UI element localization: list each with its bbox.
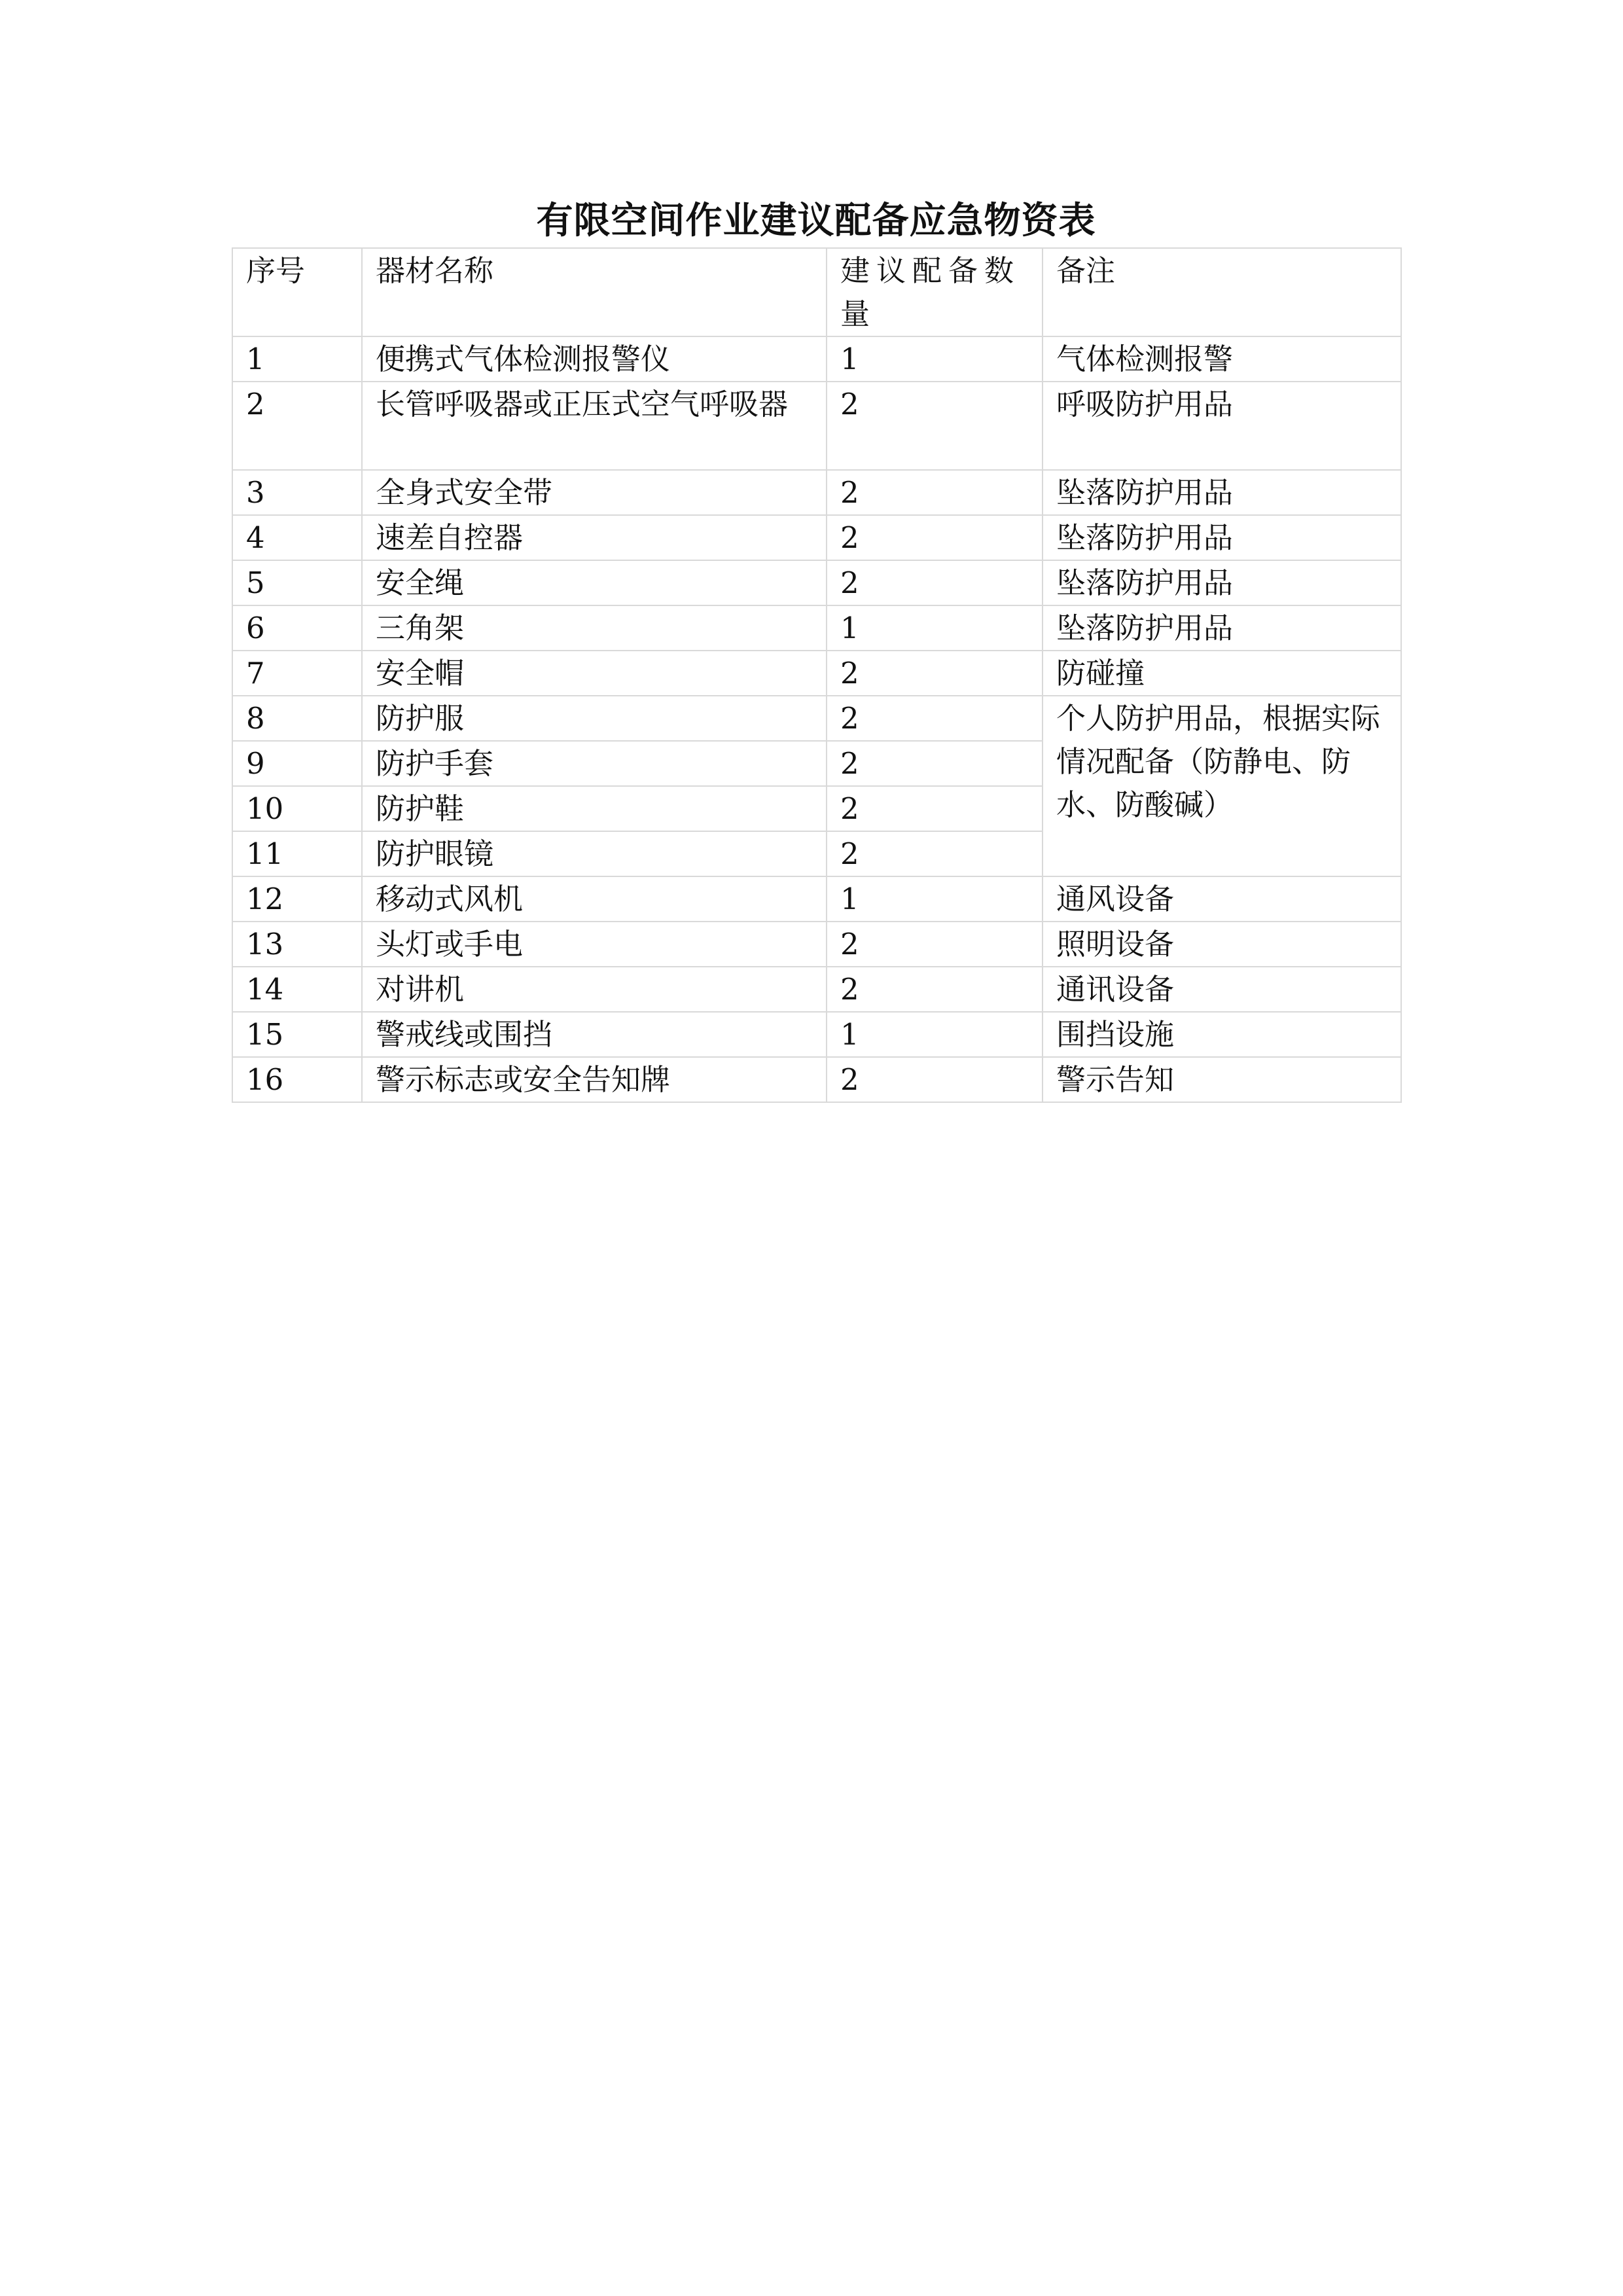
row-note: 坠落防护用品 — [1043, 560, 1401, 605]
row-name: 移动式风机 — [362, 876, 827, 922]
row-qty: 2 — [827, 696, 1043, 741]
header-qty: 建议配备数量 — [827, 248, 1043, 336]
row-qty: 2 — [827, 651, 1043, 696]
row-name: 便携式气体检测报警仪 — [362, 336, 827, 382]
row-note: 照明设备 — [1043, 922, 1401, 967]
row-name: 安全帽 — [362, 651, 827, 696]
row-no: 14 — [232, 967, 362, 1012]
row-note: 防碰撞 — [1043, 651, 1401, 696]
row-name: 警戒线或围挡 — [362, 1012, 827, 1057]
row-no: 3 — [232, 470, 362, 515]
header-no: 序号 — [232, 248, 362, 336]
row-qty: 1 — [827, 876, 1043, 922]
row-note-merged: 个人防护用品，根据实际情况配备（防静电、防水、防酸碱） — [1043, 696, 1401, 876]
row-name: 防护眼镜 — [362, 831, 827, 876]
row-qty: 2 — [827, 382, 1043, 470]
row-qty: 2 — [827, 922, 1043, 967]
row-note: 呼吸防护用品 — [1043, 382, 1401, 470]
row-no: 2 — [232, 382, 362, 470]
row-no: 8 — [232, 696, 362, 741]
row-name: 防护鞋 — [362, 786, 827, 831]
row-name: 对讲机 — [362, 967, 827, 1012]
row-qty: 2 — [827, 1057, 1043, 1102]
table-row — [232, 605, 1401, 651]
row-qty: 2 — [827, 470, 1043, 515]
row-note: 通讯设备 — [1043, 967, 1401, 1012]
table-header-row — [232, 248, 1401, 336]
row-qty: 2 — [827, 786, 1043, 831]
row-no: 12 — [232, 876, 362, 922]
table-row — [232, 696, 1401, 741]
row-name: 全身式安全带 — [362, 470, 827, 515]
row-no: 9 — [232, 741, 362, 786]
row-name: 三角架 — [362, 605, 827, 651]
row-note: 坠落防护用品 — [1043, 515, 1401, 560]
table-row — [232, 1012, 1401, 1057]
table-row — [232, 336, 1401, 382]
row-qty: 2 — [827, 831, 1043, 876]
table-row — [232, 922, 1401, 967]
row-name: 头灯或手电 — [362, 922, 827, 967]
table-row — [232, 470, 1401, 515]
table-row — [232, 560, 1401, 605]
row-no: 1 — [232, 336, 362, 382]
row-name: 长管呼吸器或正压式空气呼吸器 — [362, 382, 827, 470]
row-note: 坠落防护用品 — [1043, 470, 1401, 515]
row-note: 警示告知 — [1043, 1057, 1401, 1102]
table-row — [232, 1057, 1401, 1102]
row-no: 6 — [232, 605, 362, 651]
row-name: 防护服 — [362, 696, 827, 741]
row-qty: 2 — [827, 560, 1043, 605]
row-no: 13 — [232, 922, 362, 967]
row-qty: 2 — [827, 515, 1043, 560]
table-row — [232, 515, 1401, 560]
row-no: 11 — [232, 831, 362, 876]
table-row — [232, 651, 1401, 696]
row-no: 10 — [232, 786, 362, 831]
row-name: 警示标志或安全告知牌 — [362, 1057, 827, 1102]
row-no: 16 — [232, 1057, 362, 1102]
row-no: 5 — [232, 560, 362, 605]
document-title: 有限空间作业建议配备应急物资表 — [536, 199, 1096, 242]
row-note: 通风设备 — [1043, 876, 1401, 922]
row-qty: 2 — [827, 967, 1043, 1012]
header-name: 器材名称 — [362, 248, 827, 336]
row-name: 速差自控器 — [362, 515, 827, 560]
row-note: 围挡设施 — [1043, 1012, 1401, 1057]
row-no: 7 — [232, 651, 362, 696]
row-qty: 1 — [827, 336, 1043, 382]
table-row — [232, 967, 1401, 1012]
row-note: 气体检测报警 — [1043, 336, 1401, 382]
row-note: 坠落防护用品 — [1043, 605, 1401, 651]
row-qty: 2 — [827, 741, 1043, 786]
table-row — [232, 876, 1401, 922]
row-no: 4 — [232, 515, 362, 560]
row-name: 防护手套 — [362, 741, 827, 786]
header-note: 备注 — [1043, 248, 1401, 336]
emergency-supplies-table — [232, 247, 1402, 1103]
row-qty: 1 — [827, 1012, 1043, 1057]
table-row — [232, 382, 1401, 470]
row-qty: 1 — [827, 605, 1043, 651]
row-no: 15 — [232, 1012, 362, 1057]
row-name: 安全绳 — [362, 560, 827, 605]
